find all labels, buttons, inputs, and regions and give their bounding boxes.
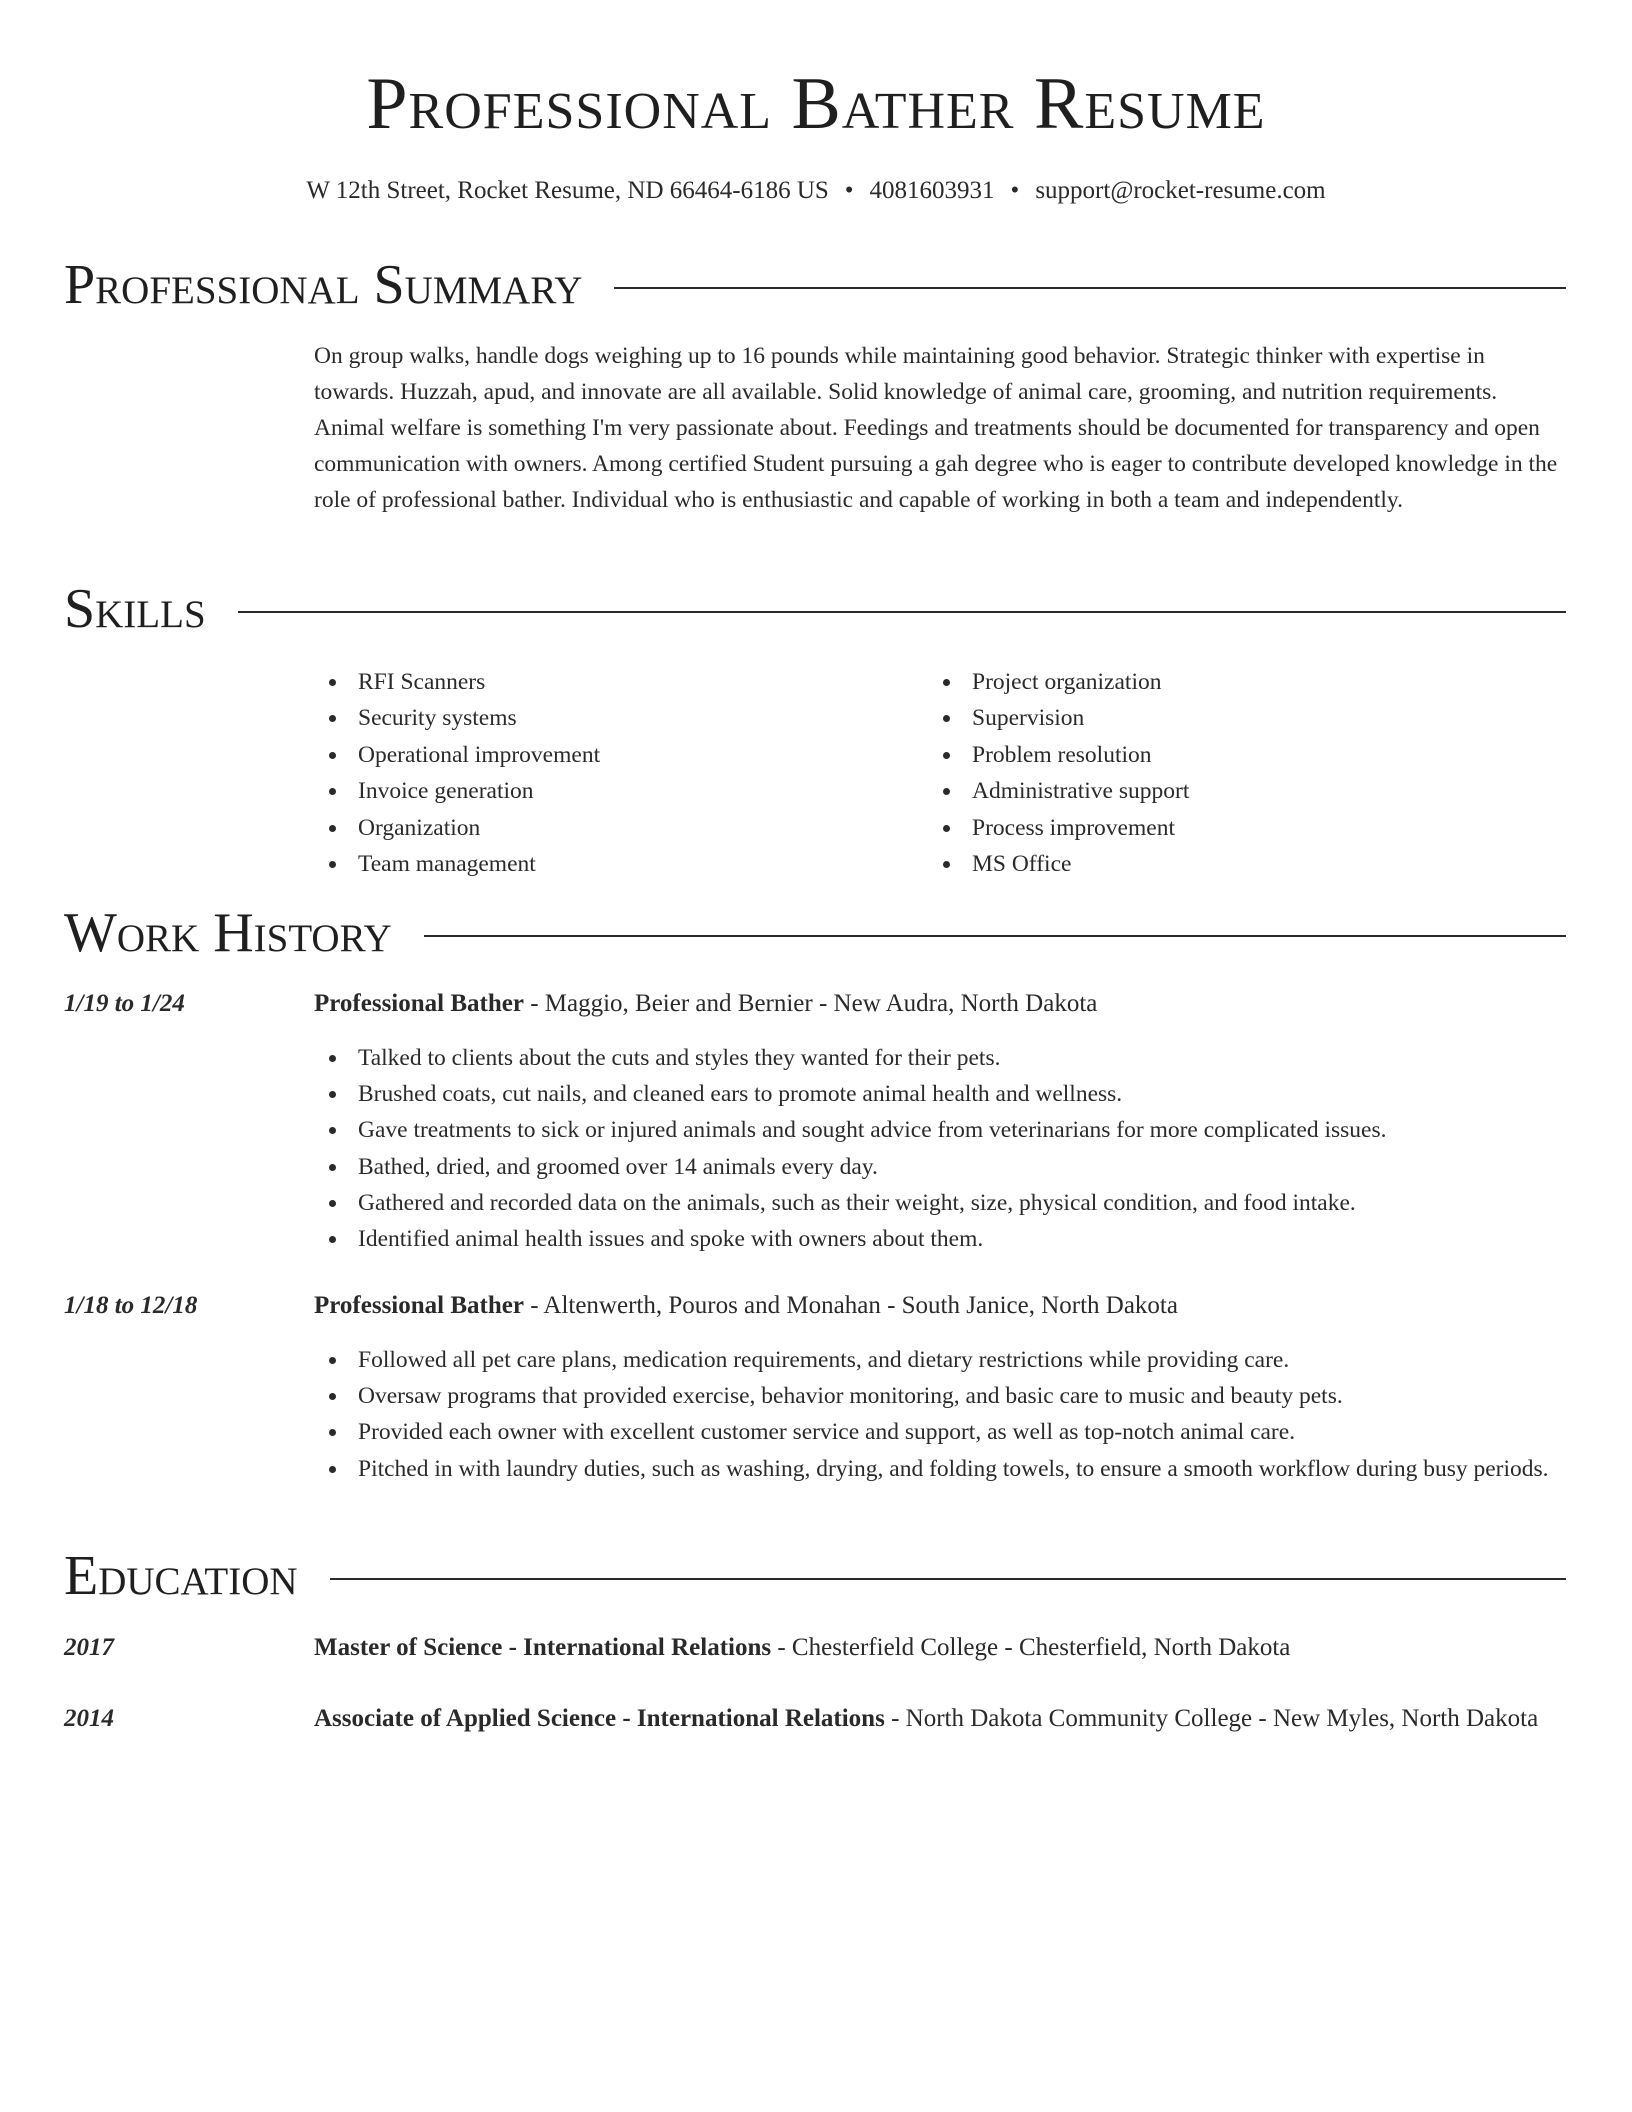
section-divider (330, 1578, 1566, 1580)
contact-address: W 12th Street, Rocket Resume, ND 66464-6186 US (306, 177, 829, 204)
skill-item: Supervision (928, 700, 1528, 736)
job-bullet: Gave treatments to sick or injured animals and sought advice from veterinarians for more complicated issues. (314, 1112, 1566, 1148)
skill-item: Process improvement (928, 810, 1528, 846)
contact-separator: • (844, 177, 854, 204)
skill-item: Problem resolution (928, 737, 1528, 773)
summary-section-header (64, 250, 1566, 320)
section-divider (238, 611, 1566, 613)
skill-item: Operational improvement (314, 737, 914, 773)
contact-line (0, 174, 1632, 208)
section-divider (614, 287, 1566, 289)
job-details: - Altenwerth, Pouros and Monahan - South Janice, North Dakota (523, 1292, 1178, 1319)
job-bullet: Followed all pet care plans, medication requirements, and dietary restrictions while providing care. (314, 1342, 1566, 1378)
skill-item: Administrative support (928, 773, 1528, 809)
job-details: - Maggio, Beier and Bernier - New Audra, North Dakota (523, 990, 1098, 1017)
education-section-header (64, 1541, 1566, 1611)
job-bullet: Provided each owner with excellent customer service and support, as well as top-notch animal care. (314, 1414, 1566, 1450)
summary-heading: Professional Summary (64, 254, 583, 316)
contact-email: support@rocket-resume.com (1035, 177, 1326, 204)
section-divider (424, 935, 1566, 937)
job-bullet: Brushed coats, cut nails, and cleaned ears to promote animal health and wellness. (314, 1076, 1566, 1112)
education-degree: Master of Science - International Relations (314, 1634, 772, 1661)
job-bullet: Identified animal health issues and spoke with owners about them. (314, 1221, 1566, 1257)
skills-section-header (64, 574, 1566, 644)
skill-item: Security systems (314, 700, 914, 736)
education-details: - North Dakota Community College - New Myles, North Dakota (884, 1705, 1539, 1732)
job-bullet: Bathed, dried, and groomed over 14 animals every day. (314, 1149, 1566, 1185)
work-heading: Work History (64, 902, 392, 964)
summary-text: On group walks, handle dogs weighing up to 16 pounds while maintaining good behavior. Strategic thinker with expertise in towards. Huzzah, apud, and innovate are all available. Solid knowledge of animal care, grooming, and nutrition requirements. Animal welfare is something I'm very passionate about. Feedings and treatments should be documented for transparency and open communication with owners. Among certified Student pursuing a gah degree who is eager to contribute developed knowledge in the role of professional bather. Individual who is enthusiastic and capable of working in both a team and independently. (314, 343, 1558, 513)
skills-list-left (314, 664, 914, 882)
contact-phone: 4081603931 (869, 177, 995, 204)
job-title: Professional Bather (314, 1292, 524, 1319)
job-bullet: Gathered and recorded data on the animals, such as their weight, size, physical condition, and food intake. (314, 1185, 1566, 1221)
job-date: 1/19 to 1/24 (64, 990, 185, 1017)
resume-title: Professional Bather Resume (366, 63, 1266, 145)
job-date: 1/18 to 12/18 (64, 1292, 198, 1319)
skill-item: RFI Scanners (314, 664, 914, 700)
work-section-header (64, 898, 1566, 968)
education-heading: Education (64, 1545, 298, 1607)
skills-list-right (928, 664, 1528, 882)
skill-item: Project organization (928, 664, 1528, 700)
education-date: 2017 (64, 1634, 114, 1661)
skill-item: Organization (314, 810, 914, 846)
contact-separator: • (1010, 177, 1020, 204)
education-details: - Chesterfield College - Chesterfield, North Dakota (771, 1634, 1291, 1661)
job-title: Professional Bather (314, 990, 524, 1017)
job-heading (314, 1287, 1566, 1325)
job-bullets (314, 1040, 1566, 1257)
skill-item: MS Office (928, 846, 1528, 882)
job-heading (314, 985, 1566, 1023)
job-bullet: Pitched in with laundry duties, such as washing, drying, and folding towels, to ensure a smooth workflow during busy periods. (314, 1451, 1566, 1487)
education-entry (314, 1700, 1566, 1738)
education-degree: Associate of Applied Science - International Relations (314, 1705, 885, 1732)
skill-item: Team management (314, 846, 914, 882)
skill-item: Invoice generation (314, 773, 914, 809)
job-bullet: Oversaw programs that provided exercise, behavior monitoring, and basic care to music and beauty pets. (314, 1378, 1566, 1414)
job-bullet: Talked to clients about the cuts and styles they wanted for their pets. (314, 1040, 1566, 1076)
skills-heading: Skills (64, 578, 206, 640)
job-bullets (314, 1342, 1566, 1487)
education-entry (314, 1629, 1566, 1667)
education-date: 2014 (64, 1705, 114, 1732)
